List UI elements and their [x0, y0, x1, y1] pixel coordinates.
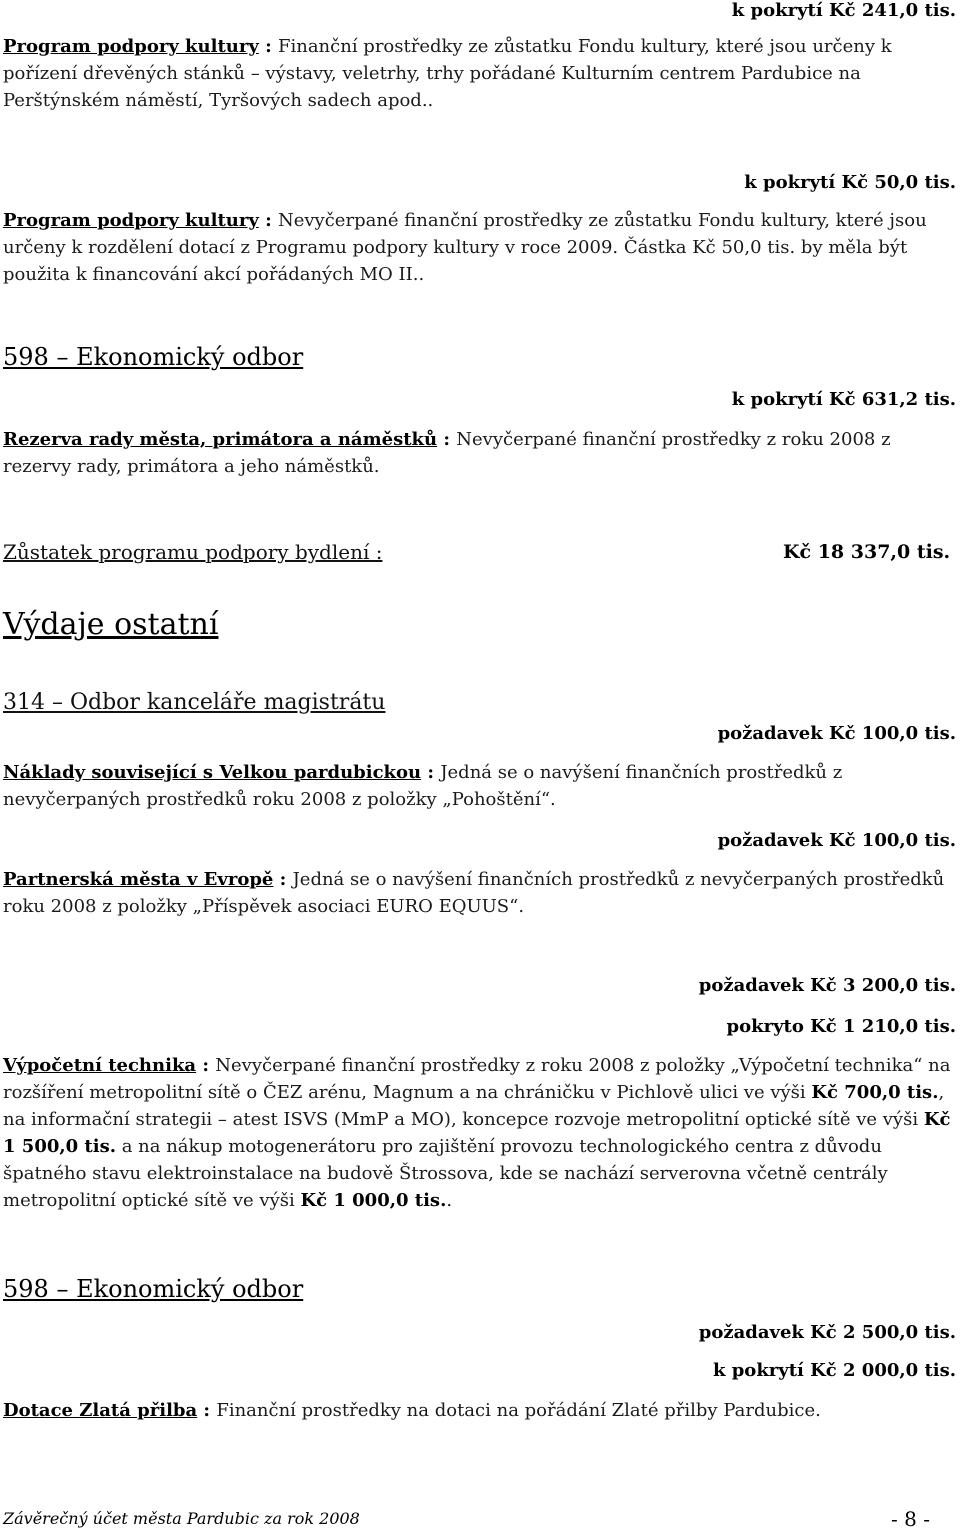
amount-inline-1500: Kč 1 500,0 tis. [3, 1109, 951, 1157]
amount-inline-700: Kč 700,0 tis. [811, 1082, 939, 1103]
paragraph-dotace-zlata-prilba [3, 1397, 953, 1424]
separator: : [197, 1400, 217, 1421]
amount-pokryto-1210: pokryto Kč 1 210,0 tis. [726, 1016, 956, 1037]
paragraph-title: Program podpory kultury [3, 210, 259, 231]
zustatek-amount: Kč 18 337,0 tis. [783, 541, 951, 563]
section-heading-314: 314 – Odbor kanceláře magistrátu [3, 690, 386, 715]
paragraph-text: Finanční prostředky ze zůstatku Fondu kultury, které jsou určeny k pořízení dřevěných stánků – výstavy, veletrhy, trhy pořádané Kulturním centrem Pardubice na Perštýnském náměstí, Tyršových sadech apod.. [3, 36, 892, 111]
section-heading-598-b: 598 – Ekonomický odbor [3, 1275, 304, 1303]
paragraph-text: Finanční prostředky na dotaci na pořádání Zlaté přilby Pardubice. [216, 1400, 821, 1421]
separator: : [421, 762, 441, 783]
paragraph-title: Výpočetní technika [3, 1055, 197, 1076]
amount-k-pokryti-241: k pokrytí Kč 241,0 tis. [731, 0, 956, 21]
separator: : [273, 869, 293, 890]
amount-inline-1000: Kč 1 000,0 tis. [300, 1190, 447, 1211]
separator: : [437, 429, 457, 450]
amount-pozadavek-100-b: požadavek Kč 100,0 tis. [717, 830, 956, 851]
amount-k-pokryti-2000: k pokrytí Kč 2 000,0 tis. [712, 1360, 956, 1381]
amount-k-pokryti-50: k pokrytí Kč 50,0 tis. [744, 172, 956, 193]
amount-pozadavek-100-a: požadavek Kč 100,0 tis. [717, 723, 956, 744]
paragraph-text: Jedná se o navýšení finančních prostředků z nevyčerpaných prostředků roku 2008 z položky „Příspěvek asociaci EURO EQUUS“. [3, 869, 945, 917]
amount-pozadavek-2500: požadavek Kč 2 500,0 tis. [698, 1322, 956, 1343]
paragraph-title: Dotace Zlatá přilba [3, 1400, 198, 1421]
amount-k-pokryti-631: k pokrytí Kč 631,2 tis. [731, 389, 956, 410]
paragraph-text: Nevyčerpané finanční prostředky z roku 2008 z rezervy rady, primátora a jeho náměstků. [3, 429, 891, 477]
paragraph-program-podpory-kultury-2 [3, 207, 953, 288]
separator: : [196, 1055, 216, 1076]
paragraph-text-1: Nevyčerpané finanční prostředky z roku 2008 z položky „Výpočetní technika“ na rozšíření metropolitní sítě o ČEZ arénu, Magnum a na chráničku v Pichlově ulici ve výši [3, 1055, 951, 1103]
paragraph-title: Rezerva rady města, primátora a náměstků [3, 429, 438, 450]
section-heading-598: 598 – Ekonomický odbor [3, 343, 304, 371]
paragraph-title: Program podpory kultury [3, 36, 259, 57]
paragraph-text: Jedná se o navýšení finančních prostředků z nevyčerpaných prostředků roku 2008 z položky „Pohoštění“. [3, 762, 843, 810]
section-heading-vydaje-ostatni: Výdaje ostatní [3, 607, 219, 642]
page-footer [3, 1508, 930, 1530]
paragraph-title: Náklady související s Velkou pardubickou [3, 762, 422, 783]
zustatek-label: Zůstatek programu podpory bydlení : [3, 540, 383, 564]
paragraph-text-2: , na informační strategii – atest ISVS (MmP a MO), koncepce rozvoje metropolitní optické sítě ve výši [3, 1082, 945, 1130]
separator: : [258, 210, 278, 231]
paragraph-text: Nevyčerpané finanční prostředky ze zůstatku Fondu kultury, které jsou určeny k rozdělení dotací z Programu podpory kultury v roce 2009. Částka Kč 50,0 tis. by měla být použita k financování akcí pořádaných MO II.. [3, 210, 927, 285]
separator: : [258, 36, 278, 57]
paragraph-title: Partnerská města v Evropě [3, 869, 274, 890]
paragraph-vypocetni-technika [3, 1052, 953, 1214]
paragraph-partnerska-mesta [3, 866, 953, 920]
paragraph-rezerva-rady [3, 426, 953, 480]
page-number: - 8 - [891, 1507, 930, 1531]
paragraph-program-podpory-kultury-1 [3, 33, 953, 114]
paragraph-text-3: a na nákup motogenerátoru pro zajištění provozu technologického centra z důvodu špatného stavu elektroinstalace na budově Štrossova, kde se nachází serverovna včetně centrály metropolitní optické sítě ve výši [3, 1136, 888, 1211]
paragraph-naklady-velka-pardubicka [3, 759, 953, 813]
paragraph-text-4: . [446, 1190, 453, 1211]
amount-pozadavek-3200: požadavek Kč 3 200,0 tis. [698, 975, 956, 996]
footer-title: Závěrečný účet města Pardubic za rok 2008 [3, 1509, 360, 1528]
